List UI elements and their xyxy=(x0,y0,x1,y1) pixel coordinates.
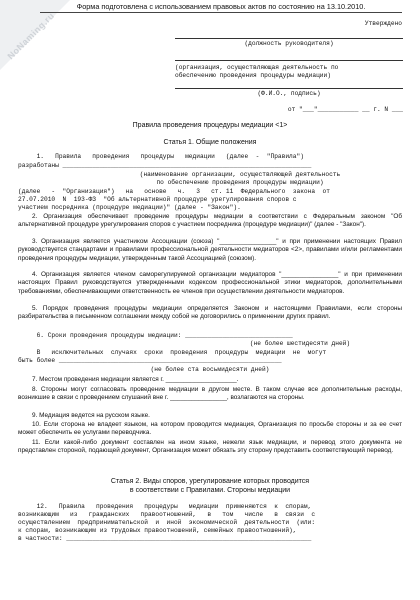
clause-1-line-2: разработаны ___________________________________________________________________ xyxy=(18,162,312,169)
article-1-title: Статья 1. Общие положения xyxy=(163,139,257,146)
watermark-logo: NoNaming.ru xyxy=(5,10,57,62)
clause-1-line-4: 27.07.2010 N 193-ФЗ "Об альтернативной процедуре урегулирования споров с xyxy=(18,196,297,203)
clause-11: 11. Если какой-либо документ составлен на ином языке, нежели язык медиации, и перевод этого документа не представлен стороной, подающей документ, Организация может обязать эту сторону представить соответствующий перевод. xyxy=(18,439,402,455)
clause-6-line-1: 6. Сроки проведения процедуры медиации: _____________________________ xyxy=(18,332,293,339)
clause-6-label-2: (не более ста восьмидесяти дней) xyxy=(150,366,270,373)
clause-4: 4. Организация является членом саморегулируемой организации медиаторов "________________" и при применении настоящих Правил руководствуется утвержденными кодексом профессиональной этики медиаторов, дополнительными требованиями, обеспечивающими ответственность ее членов при осуществлении деятельности медиаторов. xyxy=(18,271,402,295)
clause-6-label-1: (не более шестидесяти дней) xyxy=(249,340,351,347)
clause-3: 3. Организация является участником Ассоциации (союза) "________________" и при применении настоящих Правил руководствуется стандартами и правилами профессиональной деятельности медиаторов <2>, правилами и/или регламентами проведения процедуры медиации, утвержденным такой Ассоциацией (союзом). xyxy=(18,238,402,262)
fio-line xyxy=(175,88,403,89)
clause-1-line-5: участием посредника (процедуре медиации)" (далее - "Закон"). xyxy=(18,204,241,211)
clause-1-line-3: (далее - "Организация") на основе ч. 3 ст. 11 Федерального закона от xyxy=(18,188,330,195)
clause-6-line-2: В исключительных случаях сроки проведения процедуры медиации не могут xyxy=(18,349,327,356)
clause-12-line-1: 12. Правила проведения процедуры медиации применяются к спорам, xyxy=(18,503,312,510)
form-source-note: Форма подготовлена с использованием правовых актов по состоянию на 13.10.2010. xyxy=(40,2,402,13)
clause-1-line-1: 1. Правила проведения процедуры медиации (далее - "Правила") xyxy=(18,153,304,160)
clause-8: 8. Стороны могут согласовать проведение медиации в другом месте. В таком случае все дополнительные расходы, возникшие в связи с проведением слушаний вне г. ________________, возлагаются на стороны. xyxy=(18,386,402,402)
clause-12-line-5: в частности: __________________________________________________________________ xyxy=(18,535,312,542)
clause-2: 2. Организация обеспечивает проведение процедуры медиации в соответствии с Федеральным законом "Об альтернативной процедуре урегулирования споров с участием посредника (процедуре медиации)" (далее - "Закон"). xyxy=(18,213,402,229)
clause-1-label-1: (наименование организации, осуществляющей деятельность xyxy=(139,171,341,178)
document-title: Правила проведения процедуры медиации <1> xyxy=(132,122,288,129)
clause-9: 9. Медиация ведется на русском языке. xyxy=(32,412,150,419)
clause-12-line-4: к спорам, возникающим из трудовых правоотношений, семейных правоотношений), xyxy=(18,527,301,534)
approval-heading: Утверждено xyxy=(364,20,402,27)
clause-10: 10. Если сторона не владеет языком, на котором проводится медиация, Организация по просьбе стороны и за ее счет может обеспечить ее услугами переводчика. xyxy=(18,421,402,437)
article-2-title-line-1: Статья 2. Виды споров, урегулирование которых проводится xyxy=(110,478,310,485)
clause-6-line-3: быть более ____________________________________________________________ xyxy=(18,357,282,364)
clause-7: 7. Местом проведения медиации является г. ____________________. xyxy=(32,376,239,383)
position-label: (должность руководителя) xyxy=(244,40,334,47)
organization-label-2: обеспечению проведения процедуры медиации) xyxy=(175,72,331,79)
organization-label-1: (организация, осуществляющая деятельность по xyxy=(175,64,339,71)
approval-date-line: от "___"___________ __ г. N ___ xyxy=(287,106,403,113)
organization-line xyxy=(175,60,403,61)
position-line xyxy=(175,38,403,39)
clause-5: 5. Порядок проведения процедуры медиации определяется Законом и настоящими Правилами, если стороны разбирательства в письменном соглашении между собой не договорились о применении других правил. xyxy=(18,305,402,321)
fio-label: (Ф.И.О., подпись) xyxy=(257,90,321,97)
article-2-title-line-2: в соответствии с Правилами. Стороны медиации xyxy=(129,487,291,494)
clause-12-line-3: осуществлением предпринимательской и иной экономической деятельности (или: xyxy=(18,519,316,526)
clause-12-line-2: возникающим из гражданских правоотношений, в том числе в связи с xyxy=(18,511,316,518)
clause-1-label-2: по обеспечению проведения процедуры медиации) xyxy=(156,179,324,186)
